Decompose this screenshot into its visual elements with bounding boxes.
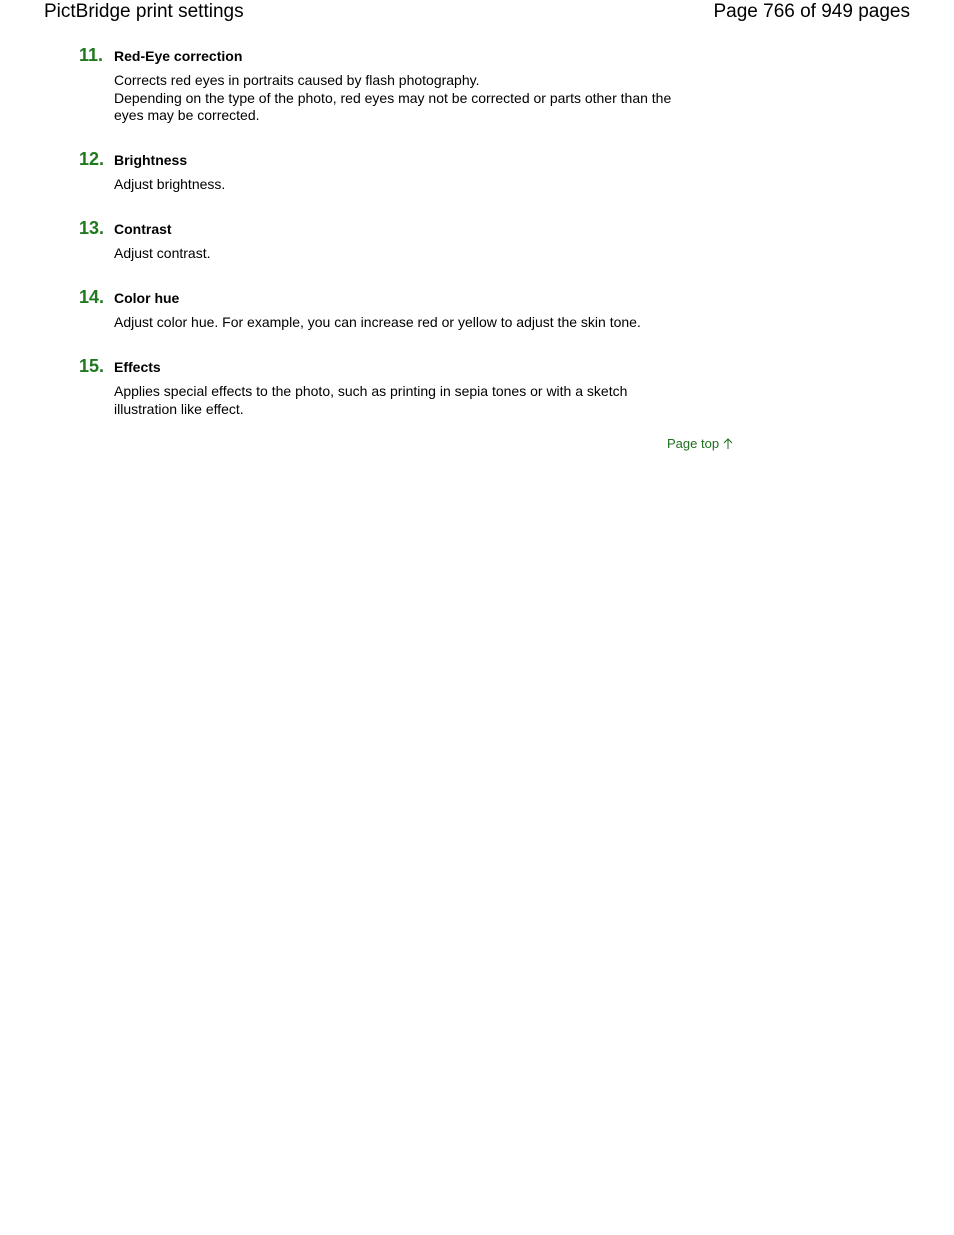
item-number: 11.: [79, 45, 104, 65]
description-line: Adjust contrast.: [114, 245, 211, 261]
description-line: Adjust brightness.: [114, 176, 226, 192]
item-description: [114, 176, 694, 194]
item-title: Brightness: [114, 152, 188, 168]
item-description: [114, 383, 654, 418]
item-number: 15.: [79, 356, 105, 376]
page-top-label: Page top: [667, 436, 720, 451]
item-title: Contrast: [114, 221, 172, 237]
item-number: 14.: [79, 287, 105, 307]
item-title: Effects: [114, 359, 161, 375]
description-line: Applies special effects to the photo, such as printing in sepia tones or with a sketch illustration like effect.: [114, 383, 628, 417]
page-top-link[interactable]: [667, 436, 734, 452]
item-description: [114, 72, 694, 125]
item-title: Color hue: [114, 290, 180, 306]
page-header: [0, 0, 954, 26]
page-number: Page 766 of 949 pages: [713, 1, 910, 22]
document-title: PictBridge print settings: [44, 1, 244, 22]
description-line: Corrects red eyes in portraits caused by flash photography.: [114, 72, 480, 88]
up-arrow-icon: [722, 438, 734, 450]
item-description: [114, 245, 694, 263]
item-description: [114, 314, 714, 332]
item-number: 12.: [79, 149, 105, 169]
description-line: Depending on the type of the photo, red eyes may not be corrected or parts other than the eyes may be corrected.: [114, 89, 672, 123]
item-title: Red-Eye correction: [114, 48, 243, 64]
item-number: 13.: [79, 218, 105, 238]
description-line: Adjust color hue. For example, you can increase red or yellow to adjust the skin tone.: [114, 314, 641, 330]
